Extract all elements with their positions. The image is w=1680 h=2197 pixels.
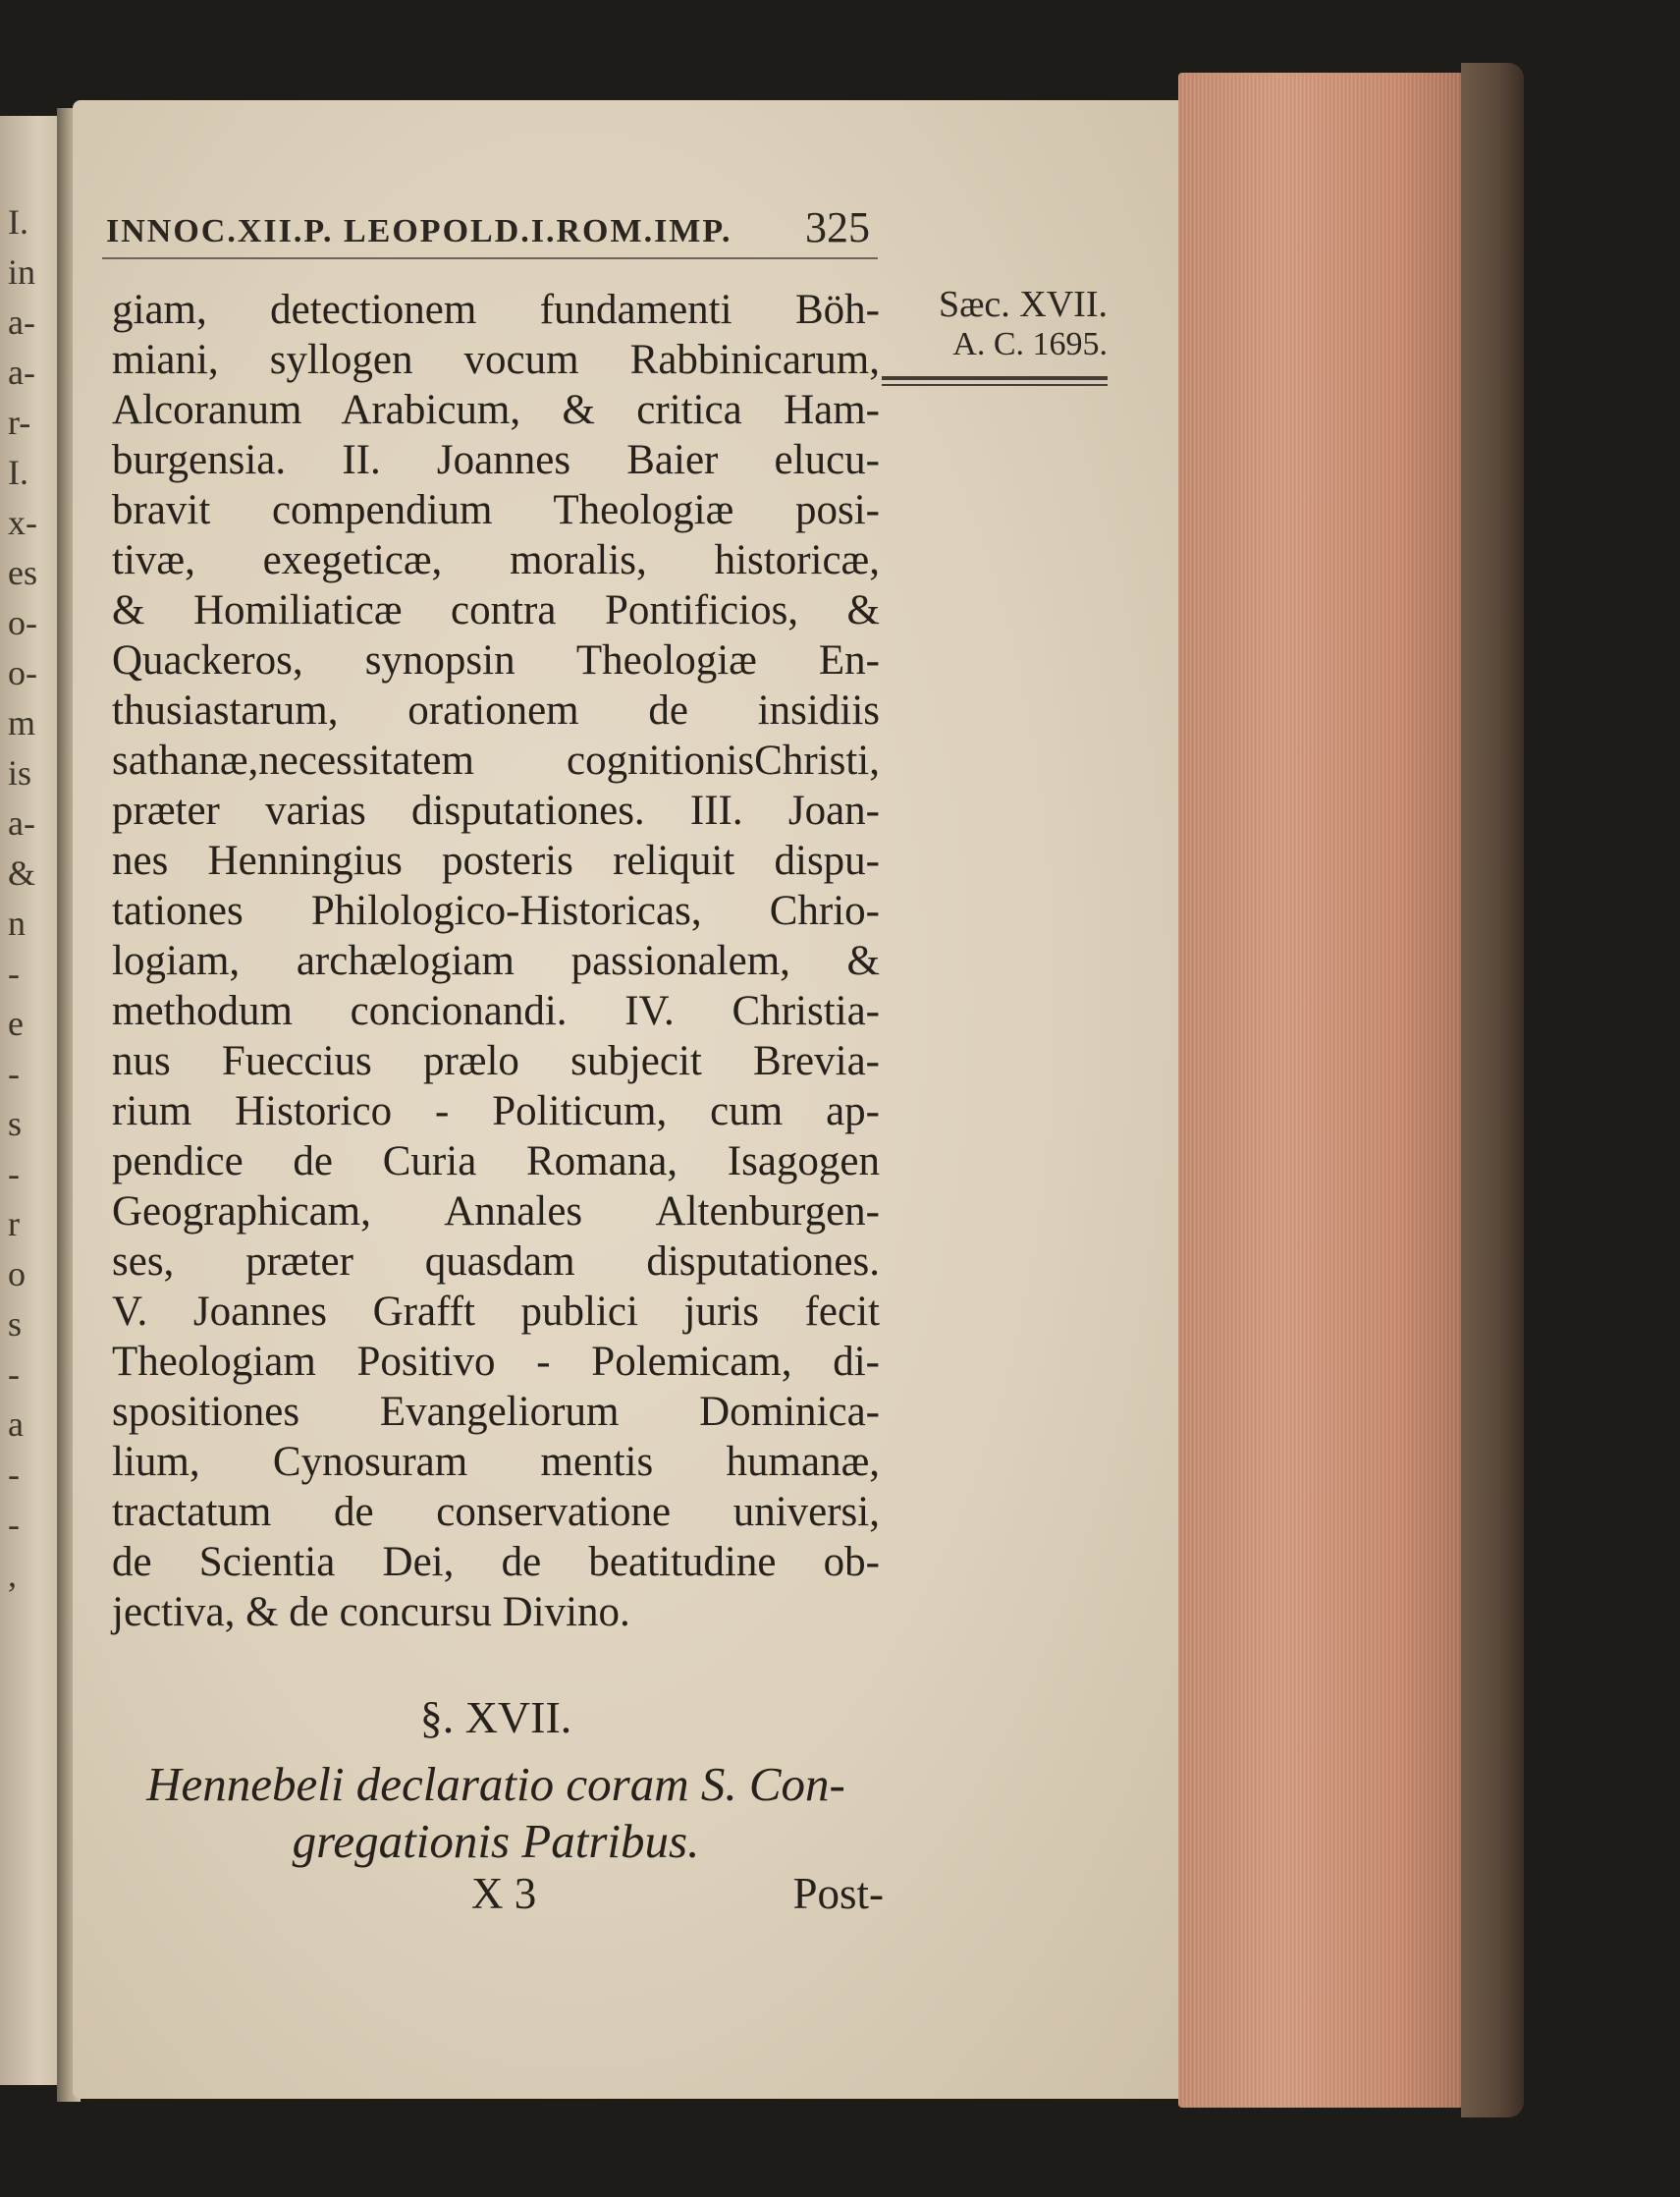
header-rule: [102, 257, 878, 259]
text-line: tationes Philologico-Historicas, Chrio-: [112, 888, 880, 934]
left-page-fragment: is: [8, 753, 32, 793]
text-line: Theologiam Positivo - Polemicam, di-: [112, 1339, 880, 1385]
left-page-fragment: a-: [8, 302, 35, 342]
text-line: de Scientia Dei, de beatitudine ob-: [112, 1539, 880, 1585]
text-line: nes Henningius posteris reliquit dispu-: [112, 838, 880, 884]
left-page-fragment: -: [8, 1154, 20, 1193]
left-page-fragment: o: [8, 1254, 26, 1293]
text-line: pendice de Curia Romana, Isagogen: [112, 1138, 880, 1184]
left-page-fragment: m: [8, 703, 36, 742]
section-title-line: gregationis Patribus.: [292, 1814, 700, 1868]
margin-note-year: A. C. 1695.: [952, 325, 1108, 362]
text-line: bravit compendium Theologiæ posi-: [112, 487, 880, 533]
section-title: [112, 1756, 880, 1870]
left-page-fragment: -: [8, 1505, 20, 1544]
left-page-fragment: I.: [8, 453, 28, 492]
left-page-fragment: -: [8, 1354, 20, 1394]
left-page-fragment: -: [8, 1054, 20, 1093]
left-page-fragment: r: [8, 1204, 20, 1243]
text-line: burgensia. II. Joannes Baier elucu-: [112, 437, 880, 483]
left-page-fragment: x-: [8, 503, 37, 542]
text-line: thusiastarum, orationem de insidiis: [112, 687, 880, 734]
text-line: tractatum de conservatione universi,: [112, 1489, 880, 1535]
text-line: giam, detectionem fundamenti Böh-: [112, 287, 880, 333]
text-line: sathanæ,necessitatem cognitionisChristi,: [112, 738, 880, 784]
margin-rule-thin: [882, 384, 1108, 386]
text-line: tivæ, exegeticæ, moralis, historicæ,: [112, 537, 880, 583]
left-page-fragment: n: [8, 904, 26, 943]
text-line: & Homiliaticæ contra Pontificios, &: [112, 587, 880, 633]
text-line: miani, syllogen vocum Rabbinicarum,: [112, 337, 880, 383]
left-page-edge: [0, 116, 65, 2085]
body-text: [112, 285, 880, 1637]
text-line: methodum concionandi. IV. Christia-: [112, 988, 880, 1034]
page-number: 325: [805, 203, 870, 251]
left-page-fragment: e: [8, 1004, 24, 1043]
signature-mark: X 3: [471, 1869, 537, 1918]
margin-note-century: Sæc. XVII.: [938, 284, 1108, 325]
left-page-fragment: o-: [8, 603, 37, 642]
left-page-fragment: a-: [8, 803, 35, 843]
section-title-line: Hennebeli declaratio coram S. Con-: [146, 1757, 845, 1811]
left-page-fragment: I.: [8, 202, 28, 242]
left-page-fragment: a: [8, 1404, 24, 1444]
left-page-fragment: es: [8, 553, 37, 592]
text-line: V. Joannes Grafft publici juris fecit: [112, 1289, 880, 1335]
running-title: INNOC.XII.P. LEOPOLD.I.ROM.IMP.: [106, 213, 732, 249]
left-page-fragment: -: [8, 954, 20, 993]
text-line: Geographicam, Annales Altenburgen-: [112, 1188, 880, 1235]
margin-rule: [882, 376, 1108, 380]
left-page-fragment: a-: [8, 353, 35, 392]
left-page-fragment: in: [8, 252, 36, 292]
page-edges-red: [1178, 73, 1473, 2108]
margin-note: [872, 285, 1108, 386]
text-line: ses, præter quasdam disputationes.: [112, 1238, 880, 1285]
running-header: [106, 202, 870, 252]
text-line: lium, Cynosuram mentis humanæ,: [112, 1439, 880, 1485]
text-line: nus Fueccius prælo subjecit Brevia-: [112, 1038, 880, 1084]
book-cover: [1461, 63, 1524, 2117]
left-page-fragment: -: [8, 1455, 20, 1494]
text-line: præter varias disputationes. III. Joan-: [112, 788, 880, 834]
page-footer: [471, 1868, 884, 1919]
catchword: Post-: [792, 1869, 884, 1918]
text-line: Alcoranum Arabicum, & critica Ham-: [112, 387, 880, 433]
left-page-fragment: o-: [8, 653, 37, 692]
section-number: §. XVII.: [419, 1692, 572, 1742]
left-page-fragment: &: [8, 853, 36, 893]
left-page-fragment: s: [8, 1104, 23, 1143]
text-line: rium Historico - Politicum, cum ap-: [112, 1088, 880, 1134]
left-page-fragment: s: [8, 1304, 23, 1344]
text-line: spositiones Evangeliorum Dominica-: [112, 1389, 880, 1435]
text-line: logiam, archælogiam passionalem, &: [112, 938, 880, 984]
text-line: jectiva, & de concursu Divino.: [112, 1589, 630, 1635]
left-page-fragment: r-: [8, 403, 31, 442]
text-line: Quackeros, synopsin Theologiæ En-: [112, 637, 880, 684]
left-page-fragment: ,: [8, 1555, 17, 1594]
